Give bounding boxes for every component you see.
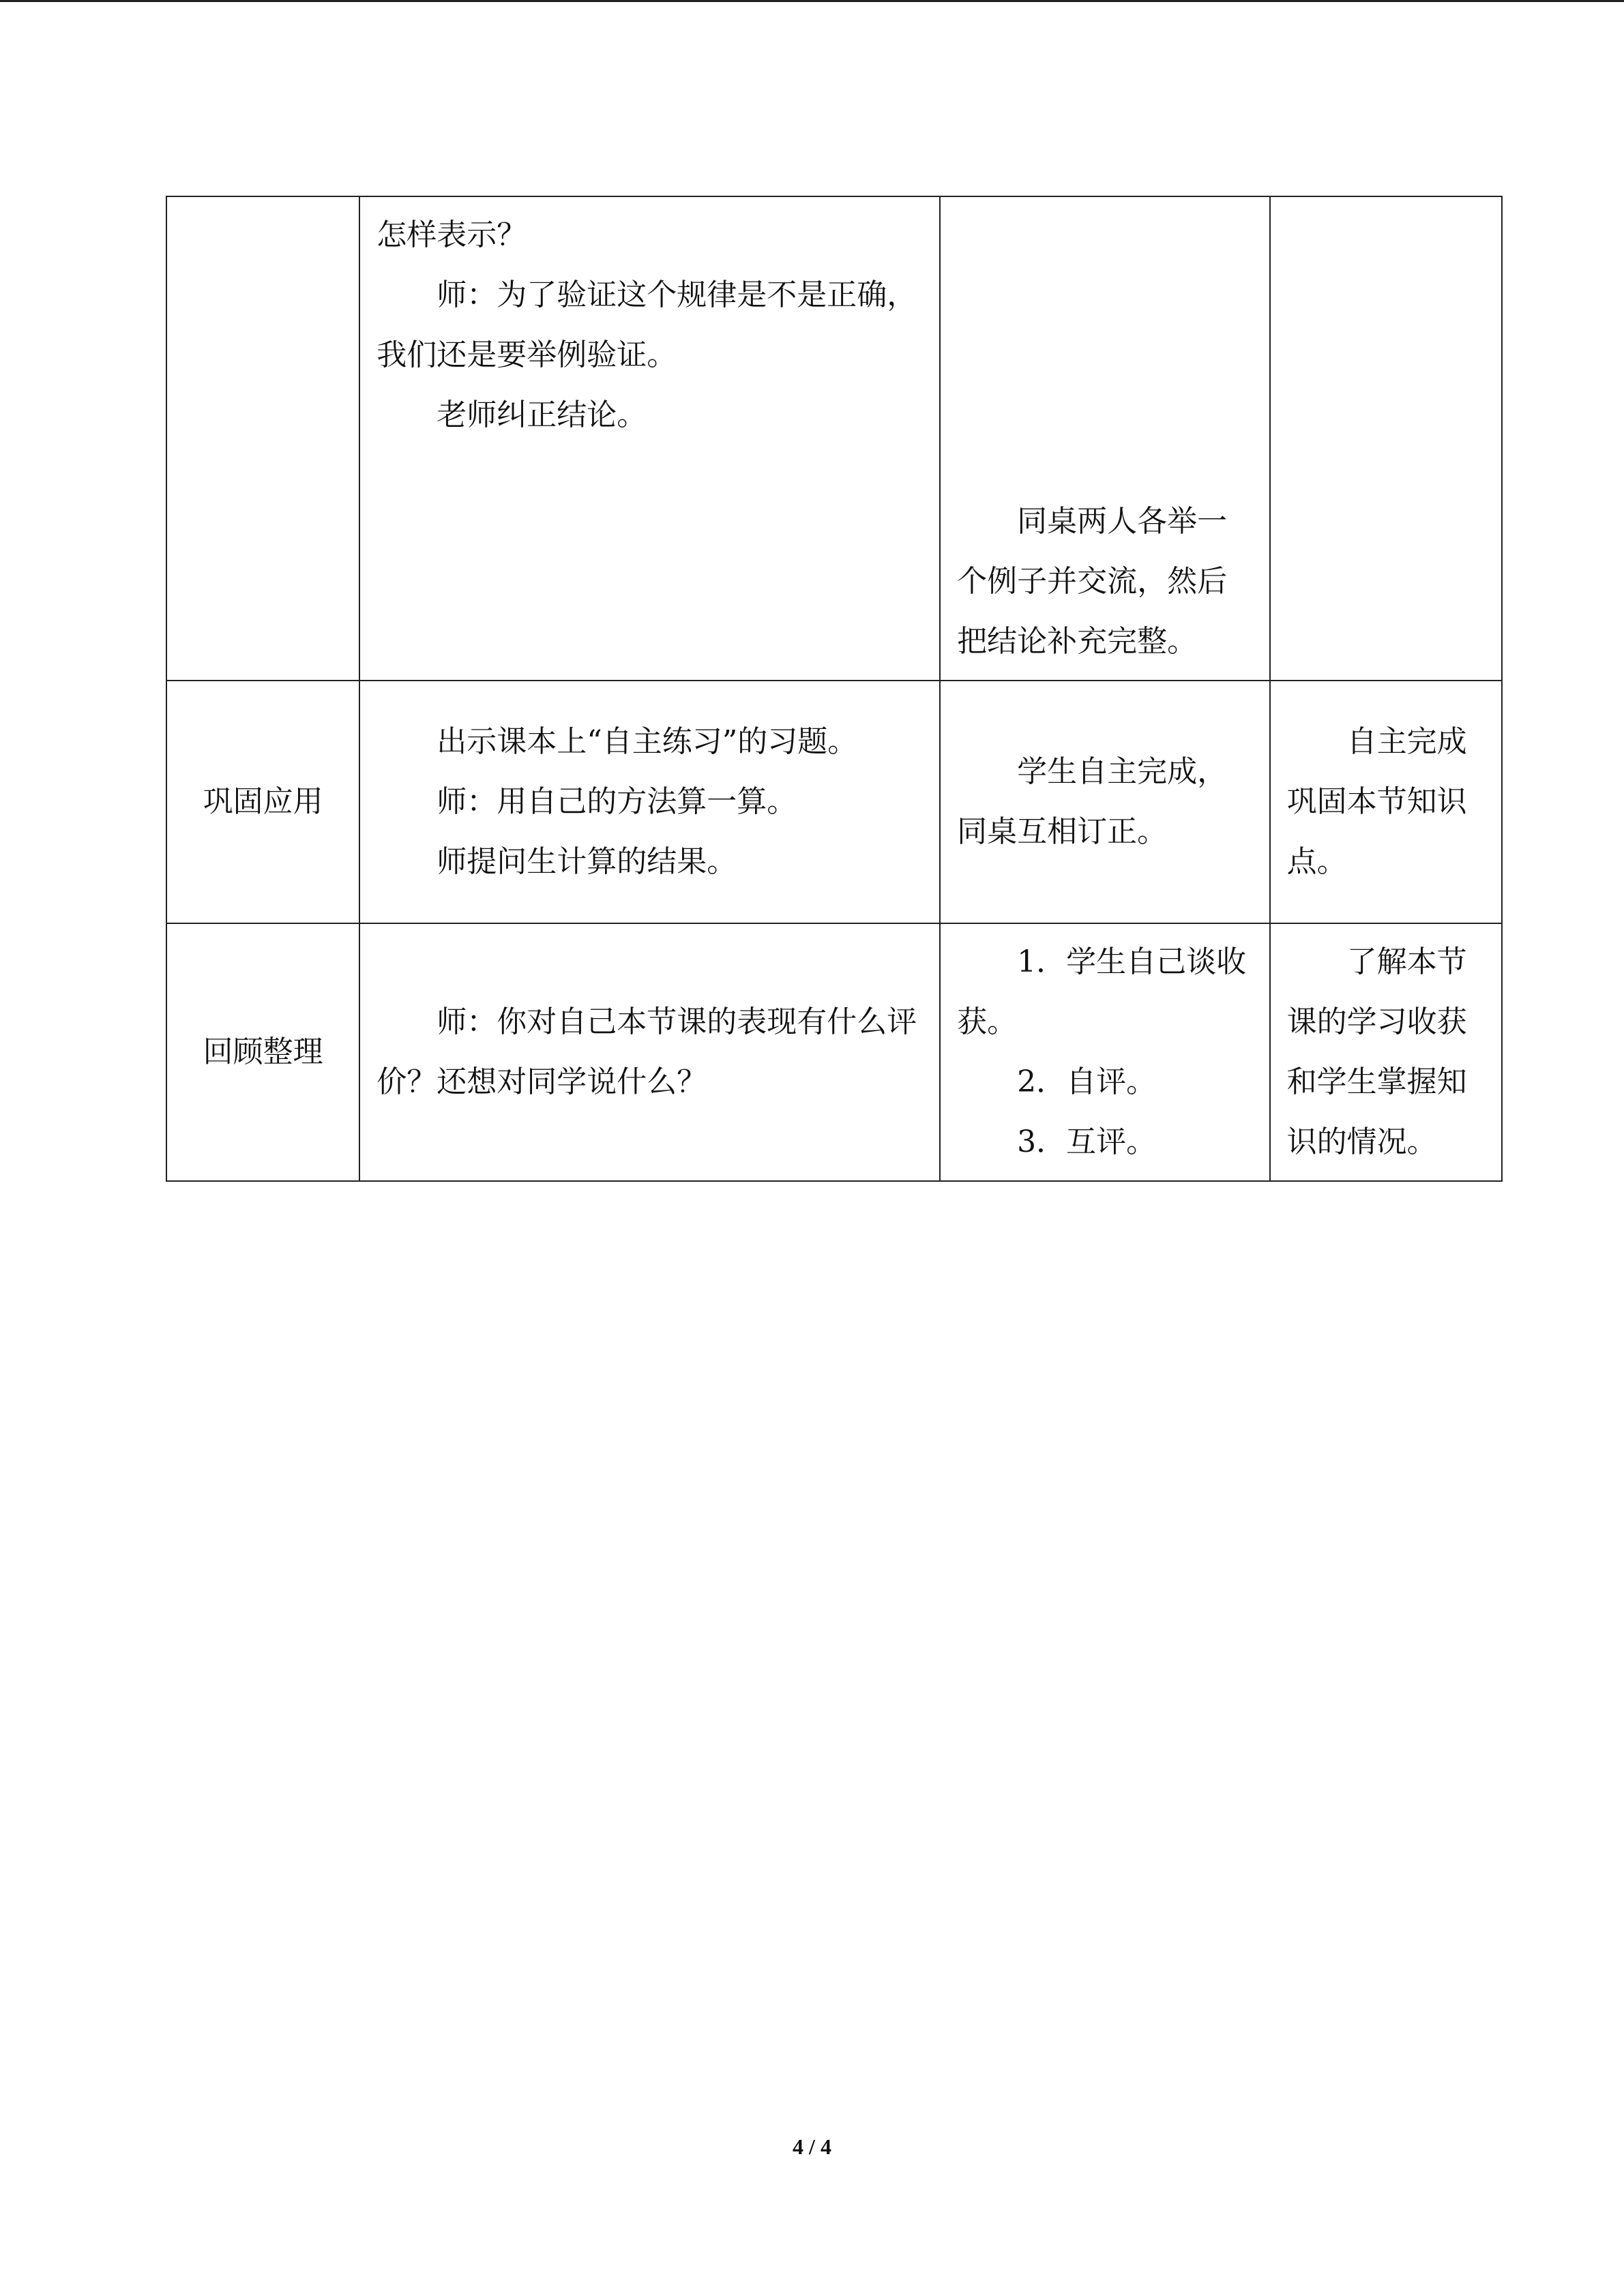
teacher-line: 师：用自己的方法算一算。 (437, 784, 797, 819)
student-line: 学生自主完成，同桌互相订正。 (957, 754, 1228, 849)
student-line: 同桌两人各举一个例子并交流，然后把结论补充完整。 (957, 504, 1228, 659)
page-number: 4 / 4 (793, 2134, 831, 2159)
design-intent-cell (1270, 196, 1502, 681)
teacher-line: 老师纠正结论。 (437, 398, 647, 432)
lesson-plan-table (166, 196, 1503, 1182)
teacher-line: 怎样表示？ (377, 218, 527, 252)
design-intent-cell (1270, 923, 1502, 1181)
design-intent-cell (1270, 681, 1502, 923)
teacher-line: 师提问生计算的结果。 (437, 844, 737, 879)
student-activity-cell (940, 196, 1269, 681)
stage-cell: 巩固应用 (166, 681, 359, 923)
teacher-line: 出示课本上“自主练习”的习题。 (437, 724, 858, 759)
teacher-activity-cell (359, 196, 940, 681)
student-line: 3．互评。 (1017, 1124, 1157, 1159)
teacher-line: 师：为了验证这个规律是不是正确，我们还是要举例验证。 (377, 278, 917, 372)
student-activity-cell (940, 681, 1269, 923)
teacher-activity-cell (359, 681, 940, 923)
page-top-border (0, 0, 1624, 2)
stage-cell (166, 196, 359, 681)
teacher-activity-cell (359, 923, 940, 1181)
intent-line: 自主完成巩固本节知识点。 (1286, 724, 1467, 879)
student-line: 2．自评。 (1017, 1064, 1157, 1099)
stage-cell: 回顾整理 (166, 923, 359, 1181)
student-line: 1．学生自己谈收获。 (957, 944, 1247, 1039)
table-row (166, 681, 1502, 923)
intent-line: 了解本节课的学习收获和学生掌握知识的情况。 (1286, 944, 1467, 1159)
table-row (166, 923, 1502, 1181)
table-row (166, 196, 1502, 681)
teacher-line: 师：你对自己本节课的表现有什么评价？还想对同学说什么？ (377, 1004, 917, 1099)
student-activity-cell (940, 923, 1269, 1181)
